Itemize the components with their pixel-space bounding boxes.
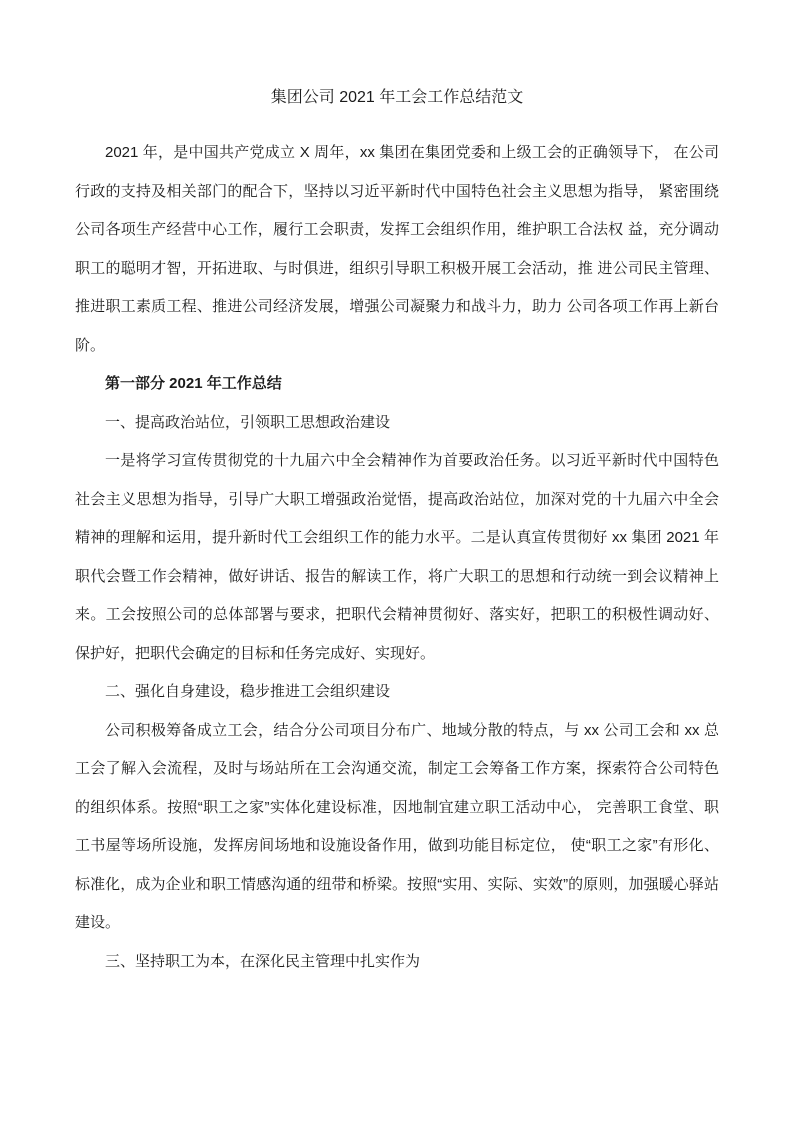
section-1-subheading: 一、提高政治站位，引领职工思想政治建设 [105,413,391,431]
section-3-subheading: 三、坚持职工为本，在深化民主管理中扎实作为 [105,952,421,970]
section-2-subheading: 二、强化自身建设，稳步推进工会组织建设 [105,683,391,700]
document-title: 集团公司 2021 年工会工作总结范文 [270,89,524,106]
section-1-paragraph: 一是将学习宣传贯彻党的十九届六中全会精神作为首要政治任务。以习近平新时代中国特色社会主义思想为指导，引导广大职工增强政治觉悟，提高政治站位，加深对党的十九届六中全会精神的理解和运用，提升新时代工会组织工作的能力水平。二是认真宣传贯彻好 xx 集团 2021 年职代会暨工作会精神，做好讲话、报告的解读工作，将广大职工的思想和行动统一到会议精神上来。工会按照公司的总体部署与要求，把职代会精神贯彻好、落实好，把职工的积极性调动好、保护好，把职代会确定的目标和任务完成好、实现好。 [75,452,719,662]
intro-paragraph: 2021 年，是中国共产党成立 X 周年，xx 集团在集团党委和上级工会的正确领导下， 在公司行政的支持及相关部门的配合下，坚持以习近平新时代中国特色社会主义思想为指导， 紧密围绕公司各项生产经营中心工作，履行工会职责，发挥工会组织作用，维护职工合法权 益，充分调动职工的聪明才智，开拓进取、与时俱进，组织引导职工积极开展工会活动，推 进公司民主管理、推进职工素质工程、推进公司经济发展，增强公司凝聚力和战斗力，助力 公司各项工作再上新台阶。 [75,144,719,354]
part-one-heading: 第一部分 2021 年工作总结 [105,375,282,392]
section-2-paragraph: 公司积极筹备成立工会，结合分公司项目分布广、地域分散的特点，与 xx 公司工会和 xx 总工会了解入会流程，及时与场站所在工会沟通交流，制定工会筹备工作方案，探索符合公司特色的组织体系。按照“职工之家”实体化建设标准，因地制宜建立职工活动中心， 完善职工食堂、职工书屋等场所设施，发挥房间场地和设施设备作用，做到功能目标定位， 使“职工之家”有形化、标准化，成为企业和职工情感沟通的纽带和桥梁。按照“实用、实际、实效”的原则，加强暖心驿站建设。 [75,721,719,931]
